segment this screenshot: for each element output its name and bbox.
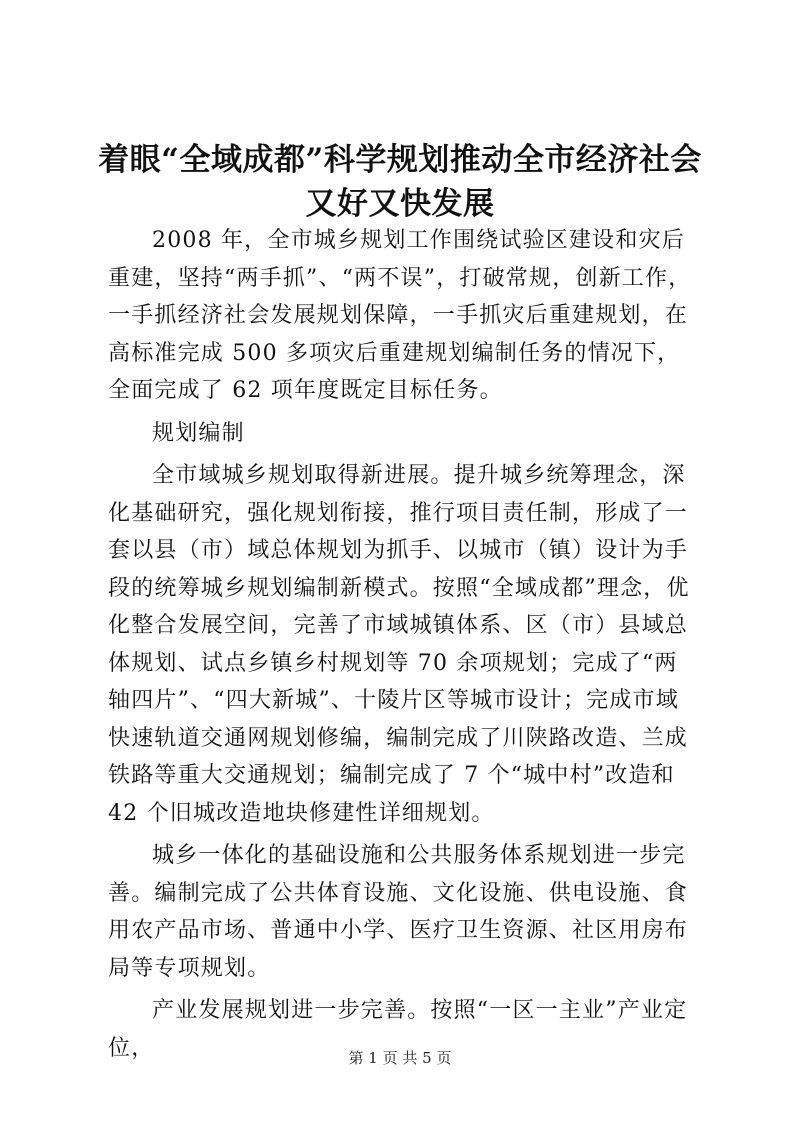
section-heading: 规划编制 xyxy=(152,420,245,446)
paragraph-industry: 产业发展规划进一步完善。按照“一区一主业”产业定位， xyxy=(108,998,688,1061)
document-body xyxy=(108,222,698,1067)
paragraph-planning: 全市域城乡规划取得新进展。提升城乡统筹理念，深化基础研究，强化规划衔接，推行项目责任制，形成了一套以县（市）域总体规划为抓手、以城市（镇）设计为手段的统筹城乡规划编制新模式。按照“全域成都”理念，优化整合发展空间，完善了市域城镇体系、区（市）县域总体规划、试点乡镇乡村规划等 70 余项规划；完成了“两轴四片”、“四大新城”、十陵片区等城市设计；完成市域快速轨道交通网规划修编，编制完成了川陕路改造、兰成铁路等重大交通规划；编制完成了 7 个“城中村”改造和 42 个旧城改造地块修建性详细规划。 xyxy=(108,463,690,826)
page-footer: 第 1 页 共 5 页 xyxy=(348,1049,452,1067)
paragraph-infrastructure: 城乡一体化的基础设施和公共服务体系规划进一步完善。编制完成了公共体育设施、文化设施、供电设施、食用农产品市场、普通中小学、医疗卫生资源、社区用房布局等专项规划。 xyxy=(108,843,689,981)
document-title: 着眼“全域成都”科学规划推动全市经济社会又好又快发展 xyxy=(98,142,702,222)
paragraph-intro: 2008 年，全市城乡规划工作围绕试验区建设和灾后重建，坚持“两手抓”、“两不误”，打破常规，创新工作，一手抓经济社会发展规划保障，一手抓灾后重建规划，在高标准完成 500 多项灾后重建规划编制任务的情况下，全面完成了 62 项年度既定目标任务。 xyxy=(108,228,692,403)
